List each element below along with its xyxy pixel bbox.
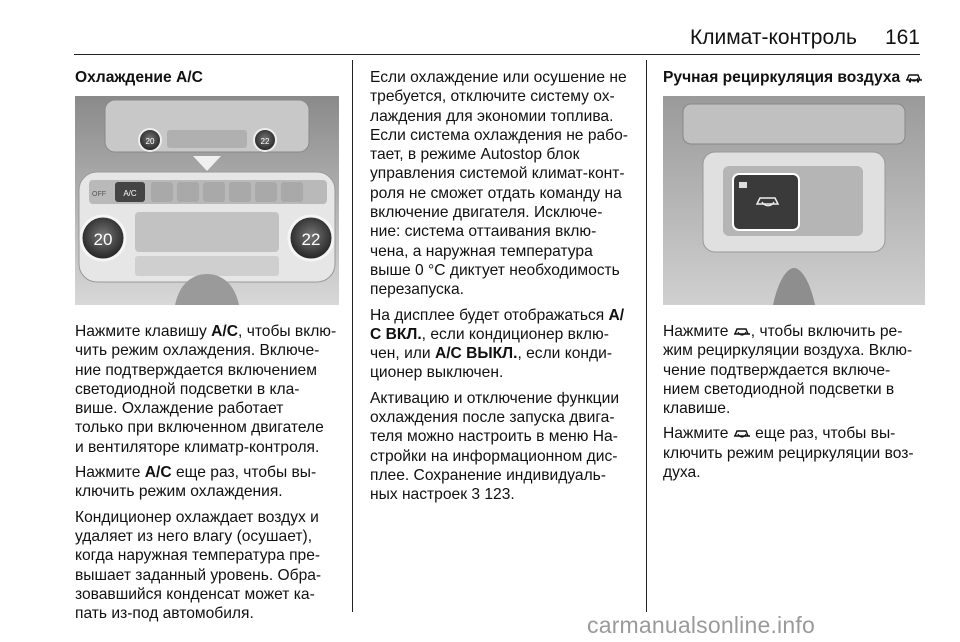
column-2 (370, 68, 642, 511)
paragraph-fuel-saving: Если охлаждение или осушение не требуется, отключите систему ох- лаждения для экономии топлива. Если система охлаждения не рабо- тает, в режиме Autostop блок управления системой климат-конт- роля не сможет отдать команду на включение двигателя. Исключе- ние: система оттаивания вклю- чена, а наружная температура выше 0 °C диктует необходимость перезапуска. (370, 69, 628, 299)
header-rule (74, 54, 920, 55)
paragraph-ac-on: Нажмите клавишу A/C, чтобы вклю- чить режим охлаждения. Включе- ние подтверждается включением светодиодной подсветки в кла- више. Охлаждение работает только при включенном двигателе и вентиляторе климатр-контроля. (75, 323, 337, 456)
zoom-left-temp: 20 (93, 230, 113, 249)
figure-recirculation-button (663, 96, 925, 305)
page-title: Климат-контроль (690, 26, 857, 49)
column-divider-1 (352, 60, 353, 612)
zoom-off-label: OFF (92, 191, 106, 198)
paragraph-display: На дисплее будет отображаться A/ С ВКЛ., если кондиционер вклю- чен, или A/C ВЫКЛ., если конди- ционер выключен. (370, 306, 625, 382)
column-3 (663, 68, 925, 87)
recirculation-icon (905, 72, 923, 84)
small-left-temp: 20 (145, 137, 155, 146)
watermark: carmanualsonline.info (587, 612, 815, 638)
zoom-ac-label: A/C (123, 189, 137, 198)
recirculation-icon (733, 326, 751, 338)
paragraph-recirculation-off: Нажмите еще раз, чтобы вы- ключить режим рециркуляции воз- духа. (663, 425, 914, 482)
recirculation-icon (733, 428, 751, 440)
column-1 (75, 68, 345, 87)
zoom-right-temp: 22 (301, 230, 321, 249)
section-heading-recirculation: Ручная рециркуляция воздуха (663, 68, 925, 87)
figure-climate-panel (75, 96, 339, 305)
paragraph-recirculation-on: Нажмите , чтобы включить ре- жим рециркуляции воздуха. Вклю- чение подтверждается включе- нием светодиодной подсветки в клавише. (663, 323, 913, 418)
page-ref-glyph: 3 (471, 486, 481, 504)
page-header (690, 26, 920, 54)
column-3-text (663, 322, 925, 488)
page-number: 161 (884, 26, 920, 49)
column-divider-2 (646, 60, 647, 612)
section-heading-ac: Охлаждение A/C (75, 69, 203, 86)
recirculation-button-illustration (663, 96, 925, 305)
small-right-temp: 22 (260, 137, 270, 146)
paragraph-ac-off: Нажмите A/C еще раз, чтобы вы- ключить режим охлаждения. (75, 464, 317, 501)
column-1-text (75, 322, 347, 629)
paragraph-settings: Активацию и отключение функции охлаждения после запуска двига- теля можно настроить в меню На- стройки на информационном дис- плее. Сохранение индивидуаль- ных настроек 3 123. (370, 389, 620, 504)
climate-panel-illustration (75, 96, 339, 305)
paragraph-condensate: Кондиционер охлаждает воздух и удаляет из него влагу (осушает), когда наружная температура пре- вышает заданный уровень. Обра- зовавшийся конденсат может ка- пать из-под автомобиля. (75, 508, 322, 623)
